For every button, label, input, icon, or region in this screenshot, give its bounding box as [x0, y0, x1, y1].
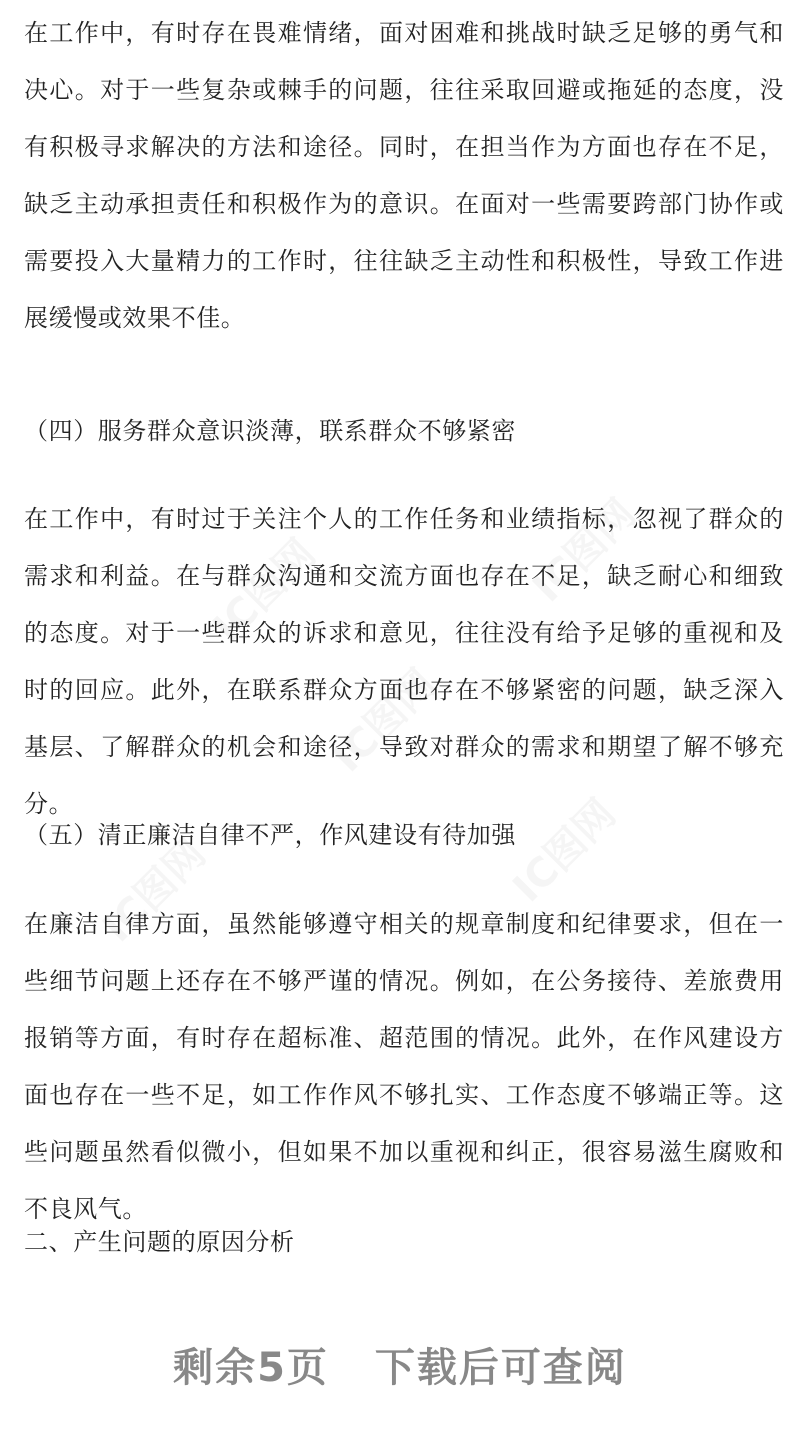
heading-section-5: （五）清正廉洁自律不严，作风建设有待加强 [24, 821, 516, 849]
download-prompt-banner[interactable] [0, 1340, 800, 1396]
watermark: IC图网 [504, 790, 625, 912]
download-hint-label: 下载后可查阅 [374, 1345, 627, 1391]
paragraph-integrity-and-discipline: 在廉洁自律方面，虽然能够遵守相关的规章制度和纪律要求，但在一些细节问题上还存在不够严谨的情况。例如，在公务接待、差旅费用报销等方面，有时存在超标准、超范围的情况。此外，在作风建设方面也存在一些不足，如工作作风不够扎实、工作态度不够端正等。这些问题虽然看似微小，但如果不加以重视和纠正，很容易滋生腐败和不良风气。 [24, 910, 784, 1223]
watermark: IC图网 [324, 660, 445, 782]
remaining-pages-label: 剩余5页 [173, 1345, 329, 1391]
watermark: IC图网 [94, 830, 215, 952]
paragraph-courage-and-responsibility: 在工作中，有时存在畏难情绪，面对困难和挑战时缺乏足够的勇气和决心。对于一些复杂或棘手的问题，往往采取回避或拖延的态度，没有积极寻求解决的方法和途径。同时，在担当作为方面也存在不足，缺乏主动承担责任和积极作为的意识。在面对一些需要跨部门协作或需要投入大量精力的工作时，往往缺乏主动性和积极性，导致工作进展缓慢或效果不佳。 [24, 19, 784, 332]
heading-section-4: （四）服务群众意识淡薄，联系群众不够紧密 [24, 417, 516, 445]
watermark: IC图网 [204, 530, 325, 652]
paragraph-serving-the-masses: 在工作中，有时过于关注个人的工作任务和业绩指标，忽视了群众的需求和利益。在与群众沟通和交流方面也存在不足，缺乏耐心和细致的态度。对于一些群众的诉求和意见，往往没有给予足够的重视和及时的回应。此外，在联系群众方面也存在不够紧密的问题，缺乏深入基层、了解群众的机会和途径，导致对群众的需求和期望了解不够充分。 [24, 505, 784, 818]
heading-part-2: 二、产生问题的原因分析 [24, 1228, 295, 1256]
watermark: IC图网 [524, 490, 645, 612]
